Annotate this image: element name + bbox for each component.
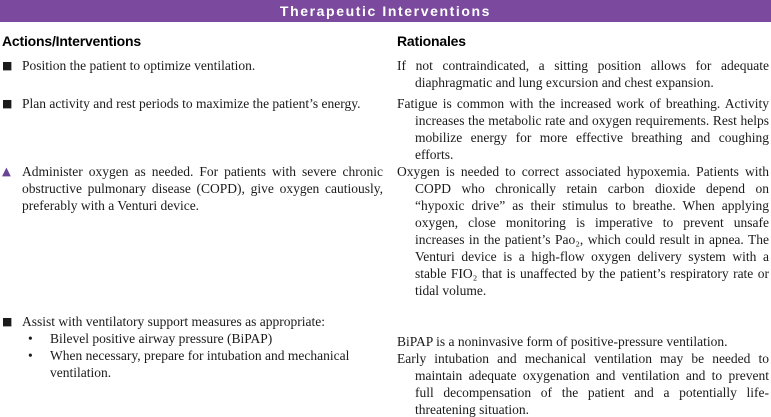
action-text: Position the patient to optimize ventilation.: [22, 58, 256, 73]
table-content: [0, 33, 771, 417]
table-title-bar: [0, 0, 771, 22]
interventions-grid: [2, 57, 769, 417]
rationale-fatigue: [395, 95, 769, 163]
action-text: Assist with ventilatory support measures as appropriate:: [22, 314, 325, 329]
rationale-text: If not contraindicated, a sitting position allows for adequate diaphragmatic and lung excursion and chest expansion.: [397, 58, 769, 90]
column-header-actions: Actions/Interventions: [2, 33, 141, 49]
column-headers: [2, 33, 769, 49]
sub-bullet-intubation: [28, 347, 387, 381]
rationale-text: BiPAP is a noninvasive form of positive-pressure ventilation.: [397, 334, 728, 349]
sub-bullet-text: Bilevel positive airway pressure (BiPAP): [50, 331, 273, 346]
rationale-text: Oxygen is needed to correct associated hypoxemia. Patients with COPD who chronically retain carbon dioxide depend on “hypoxic drive” as their stimulus to breathe. When applying oxygen, close monitoring is imperative to prevent unsafe increases in the patient’s Pao₂, which could result in apnea. The Venturi device is a high-flow oxygen delivery system with a stable FIO₂ that is unaffected by the patient’s respiratory rate or tidal volume.: [397, 164, 769, 298]
dot-bullet-icon: •: [28, 348, 33, 363]
rationale-text: Fatigue is common with the increased work of breathing. Activity increases the metabolic rate and oxygen requirements. Rest helps mobilize energy for more effective breathing and coughing efforts.: [397, 96, 769, 162]
square-bullet-icon: ■: [2, 315, 13, 328]
dot-bullet-icon: •: [28, 331, 33, 346]
action-item-ventilatory-support: [2, 313, 387, 417]
action-item-administer-oxygen: [2, 163, 387, 313]
action-text: Plan activity and rest periods to maximize the patient’s energy.: [22, 96, 361, 111]
table-title: Therapeutic Interventions: [279, 3, 492, 19]
column-header-rationales: Rationales: [397, 33, 466, 49]
sub-bullet-bipap: [28, 330, 387, 347]
square-bullet-icon: ■: [2, 97, 13, 110]
sub-bullet-text: When necessary, prepare for intubation and mechanical ventilation.: [50, 348, 350, 380]
action-item-position-patient: [2, 57, 387, 95]
rationale-oxygen-hypoxemia: [395, 163, 769, 313]
rationale-text: Early intubation and mechanical ventilation may be needed to maintain adequate oxygenation and ventilation and to prevent full decompensation of the patient and a potentially life-threatening situation.: [397, 351, 769, 417]
rationale-bipap-intubation: [395, 313, 769, 417]
action-line: [2, 313, 387, 330]
action-item-plan-activity: [2, 95, 387, 163]
square-bullet-icon: ■: [2, 59, 13, 72]
triangle-bullet-icon: ▲: [2, 164, 11, 178]
action-sub-bullets: [2, 330, 387, 381]
rationale-sitting-position: [395, 57, 769, 95]
action-text: Administer oxygen as needed. For patients with severe chronic obstructive pulmonary disease (COPD), give oxygen cautiously, preferably with a Venturi device.: [22, 164, 383, 213]
